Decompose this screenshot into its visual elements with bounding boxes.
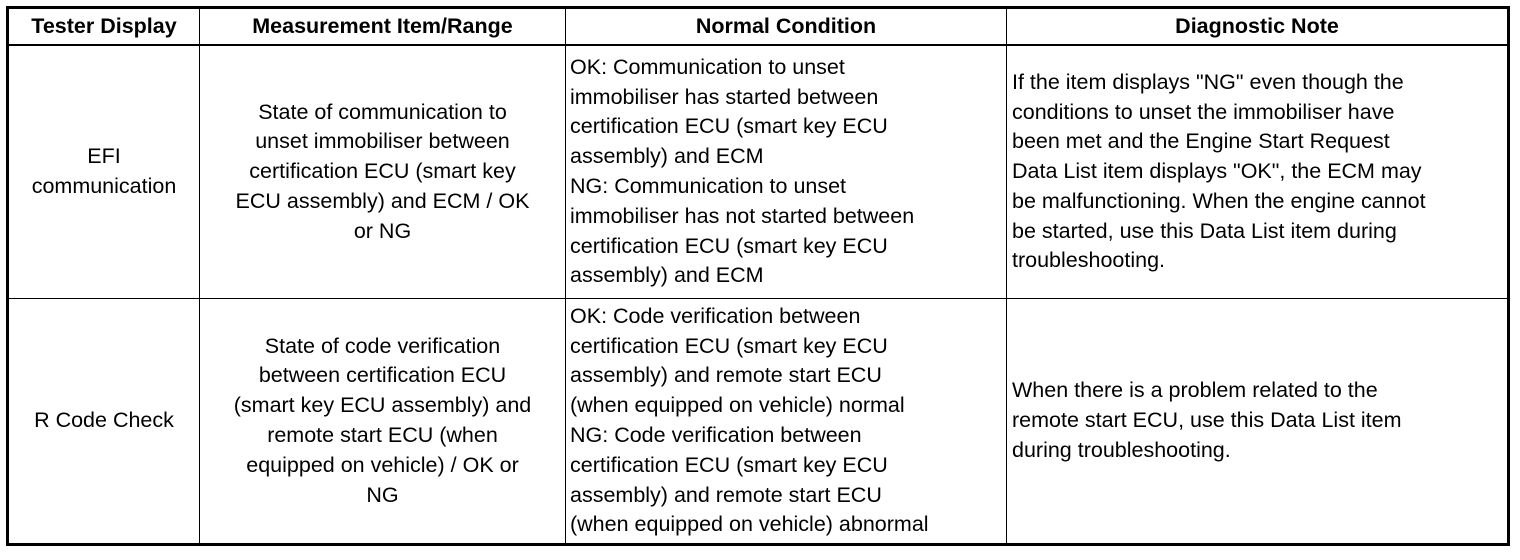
cell-line: assembly) and remote start ECU xyxy=(570,363,882,388)
cell-line: NG: Communication to unset xyxy=(570,174,847,198)
table-row xyxy=(8,45,1509,299)
cell-line: certification ECU (smart key ECU xyxy=(570,452,888,477)
cell-line: certification ECU (smart key xyxy=(249,159,516,184)
header-diagnostic-note: Diagnostic Note xyxy=(1007,8,1509,46)
cell-line: ECU assembly) and ECM / OK xyxy=(235,188,530,213)
cell-line: during troubleshooting. xyxy=(1012,437,1231,462)
cell-line: certification ECU (smart key ECU xyxy=(570,333,888,358)
cell-line: assembly) and remote start ECU xyxy=(570,482,882,507)
header-normal-condition: Normal Condition xyxy=(566,8,1007,46)
cell-tester-display xyxy=(8,299,200,545)
cell-line: immobiliser has not started between xyxy=(570,203,915,228)
cell-line: certification ECU (smart key ECU xyxy=(570,233,888,258)
cell-line: assembly) and ECM xyxy=(570,144,764,169)
cell-line: between certification ECU xyxy=(258,363,507,388)
cell-line: equipped on vehicle) / OK or xyxy=(246,452,519,477)
cell-line: been met and the Engine Start Request xyxy=(1012,129,1390,154)
cell-line: State of code verification xyxy=(264,333,501,358)
header-tester-display: Tester Display xyxy=(8,8,200,46)
cell-line: (when equipped on vehicle) normal xyxy=(570,393,905,418)
data-list-table xyxy=(6,6,1510,546)
cell-normal-condition xyxy=(566,299,1007,545)
cell-line: OK: Communication to unset xyxy=(570,54,845,79)
table-row xyxy=(8,299,1509,545)
cell-line: be started, use this Data List item during xyxy=(1012,218,1397,243)
cell-measurement xyxy=(200,45,566,299)
cell-line: EFI xyxy=(87,144,121,169)
cell-normal-condition xyxy=(566,45,1007,299)
table-header-row xyxy=(8,8,1509,46)
cell-line: NG xyxy=(366,482,399,507)
cell-line: (when equipped on vehicle) abnormal xyxy=(570,512,929,537)
cell-tester-display xyxy=(8,45,200,299)
cell-line: OK: Code verification between xyxy=(570,303,861,328)
cell-line: If the item displays "NG" even though the xyxy=(1012,69,1404,94)
cell-line: R Code Check xyxy=(34,408,174,433)
cell-line: remote start ECU (when xyxy=(267,423,498,447)
data-list-table-container xyxy=(6,6,1510,546)
cell-line: unset immobiliser between xyxy=(255,129,510,154)
cell-line: Data List item displays "OK", the ECM may xyxy=(1012,159,1422,184)
header-measurement-item-range: Measurement Item/Range xyxy=(200,8,566,46)
cell-line: communication xyxy=(31,174,177,198)
cell-line: certification ECU (smart key ECU xyxy=(570,114,888,139)
cell-line: (smart key ECU assembly) and xyxy=(233,393,532,418)
cell-measurement xyxy=(200,299,566,545)
cell-line: immobiliser has started between xyxy=(570,84,879,109)
cell-line: State of communication to xyxy=(258,99,507,124)
cell-line: NG: Code verification between xyxy=(570,423,862,447)
cell-line: remote start ECU, use this Data List item xyxy=(1012,408,1402,433)
cell-diagnostic-note xyxy=(1007,45,1509,299)
cell-line: assembly) and ECM xyxy=(570,263,764,288)
cell-line: be malfunctioning. When the engine cannot xyxy=(1012,188,1426,213)
cell-diagnostic-note xyxy=(1007,299,1509,545)
cell-line: or NG xyxy=(353,218,412,243)
cell-line: troubleshooting. xyxy=(1012,248,1165,273)
cell-line: When there is a problem related to the xyxy=(1012,378,1378,403)
cell-line: conditions to unset the immobiliser have xyxy=(1012,99,1395,124)
